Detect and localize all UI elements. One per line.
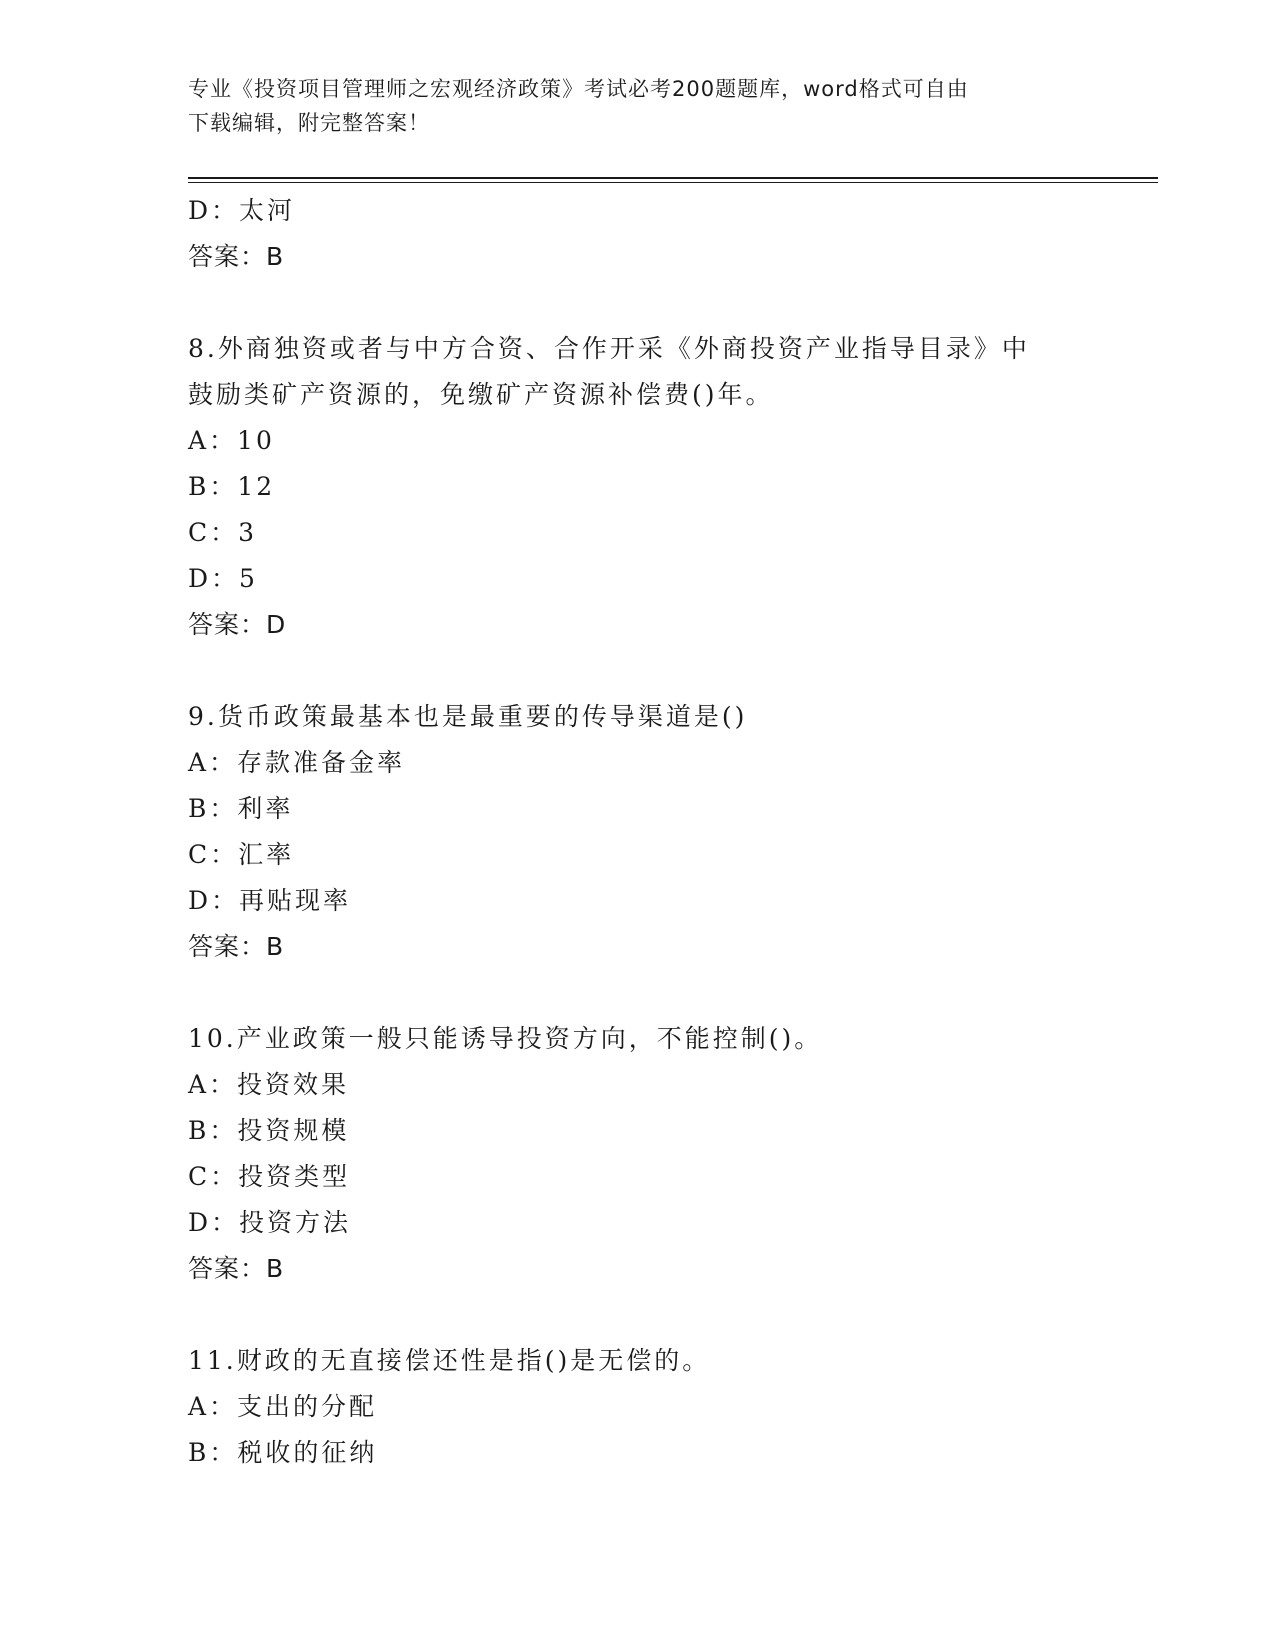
spacer (188, 280, 1148, 326)
question-list (188, 188, 1148, 1476)
spacer (188, 1292, 1148, 1338)
option-a: A：存款准备金率 (188, 748, 406, 777)
question-text: 8.外商独资或者与中方合资、合作开采《外商投资产业指导目录》中 (188, 334, 1030, 363)
spacer (188, 648, 1148, 694)
header-divider-thick (188, 177, 1158, 179)
option-b: B：利率 (188, 794, 294, 823)
answer-line: 答案：B (188, 1254, 285, 1283)
option-d: D：太河 (188, 196, 296, 225)
option-d: D：投资方法 (188, 1208, 352, 1237)
spacer (188, 970, 1148, 1016)
header-line-2: 下载编辑，附完整答案！ (188, 111, 430, 135)
option-d: D：5 (188, 564, 258, 593)
option-d: D：再贴现率 (188, 886, 352, 915)
answer-line: 答案：B (188, 932, 285, 961)
question-text: 鼓励类矿产资源的，免缴矿产资源补偿费()年。 (188, 380, 774, 409)
question-text: 11.财政的无直接偿还性是指()是无偿的。 (188, 1346, 711, 1375)
answer-line: 答案：B (188, 242, 285, 271)
header-divider-thin (188, 182, 1158, 183)
option-a: A：投资效果 (188, 1070, 350, 1099)
question-10 (188, 1016, 1148, 1292)
option-b: B：税收的征纳 (188, 1438, 378, 1467)
question-11 (188, 1338, 1148, 1476)
option-a: A：支出的分配 (188, 1392, 378, 1421)
option-c: C：投资类型 (188, 1162, 351, 1191)
question-text: 9.货币政策最基本也是最重要的传导渠道是() (188, 702, 748, 731)
answer-line: 答案：D (188, 610, 287, 639)
question-text: 10.产业政策一般只能诱导投资方向，不能控制()。 (188, 1024, 823, 1053)
question-8 (188, 326, 1148, 648)
option-b: B：12 (188, 472, 276, 501)
option-a: A：10 (188, 426, 275, 455)
document-header (188, 72, 1088, 140)
option-c: C：3 (188, 518, 258, 547)
option-c: C：汇率 (188, 840, 295, 869)
header-line-1: 专业《投资项目管理师之宏观经济政策》考试必考200题题库，word格式可自由 (188, 77, 969, 101)
question-7-tail (188, 188, 1148, 280)
option-b: B：投资规模 (188, 1116, 350, 1145)
question-9 (188, 694, 1148, 970)
